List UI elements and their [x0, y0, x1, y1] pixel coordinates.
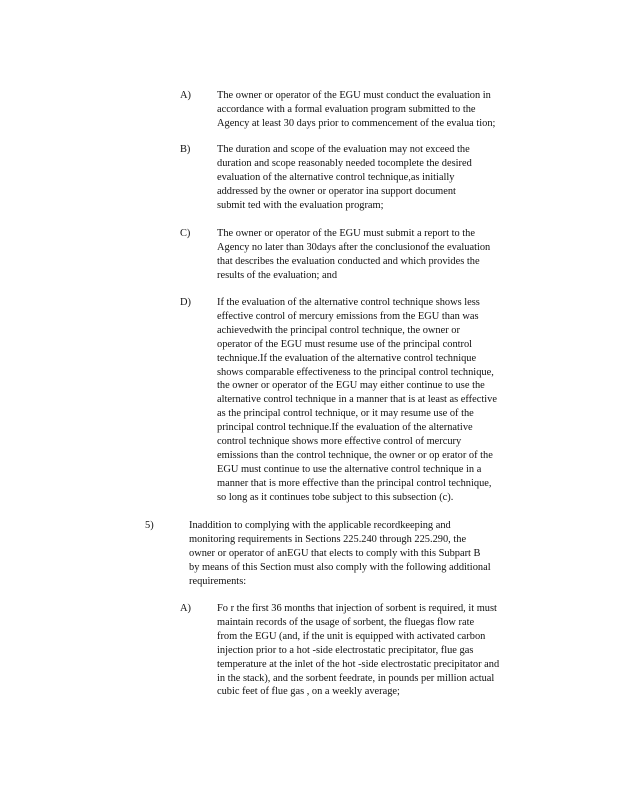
- text-line: as the principal control technique, or it may resume use of the: [217, 408, 474, 420]
- text-line: duration and scope reasonably needed tocomplete the desired: [217, 157, 472, 169]
- text-line: The owner or operator of the EGU must conduct the evaluation in: [217, 90, 491, 101]
- text-line: technique.If the evaluation of the alternative control technique: [217, 352, 477, 364]
- text-line: requirements:: [189, 575, 247, 587]
- text-line: shows comparable effectiveness to the principal control technique,: [217, 366, 494, 378]
- text-line: injection prior to a hot -side electrostatic precipitator, flue gas: [217, 644, 474, 656]
- item-label: A): [180, 90, 191, 101]
- text-line: Agency no later than 30days after the conclusionof the evaluation: [217, 241, 491, 253]
- text-line: manner that is more effective than the principal control technique,: [217, 477, 492, 489]
- item-text: [189, 519, 535, 589]
- text-line: alternative control technique in a manner that is at least as effective: [217, 394, 497, 406]
- text-line: temperature at the inlet of the hot -side electrostatic precipitator and: [217, 658, 500, 670]
- text-line: accordance with a formal evaluation program submitted to the: [217, 103, 476, 115]
- text-line: monitoring requirements in Sections 225.240 through 225.290, the: [189, 533, 467, 545]
- text-line: addressed by the owner or operator ina support document: [217, 185, 456, 197]
- text-line: control technique shows more effective control of mercury: [217, 436, 462, 448]
- text-line: evaluation of the alternative control technique,as initially: [217, 171, 455, 183]
- text-line: The duration and scope of the evaluation may not exceed the: [217, 144, 470, 155]
- item-text: [217, 89, 535, 131]
- text-line: maintain records of the usage of sorbent, the fluegas flow rate: [217, 616, 475, 628]
- item-label: B): [180, 144, 191, 155]
- text-line: so long as it continues tobe subject to this subsection (c).: [217, 491, 454, 503]
- item-text: [217, 296, 535, 505]
- text-line: results of the evaluation; and: [217, 269, 338, 281]
- text-line: Fo r the first 36 months that injection of sorbent is required, it must: [217, 603, 497, 614]
- text-line: that describes the evaluation conducted and which provides the: [217, 255, 480, 267]
- item-label: D): [180, 297, 191, 308]
- text-line: operator of the EGU must resume use of the principal control: [217, 338, 473, 350]
- item-label: C): [180, 228, 191, 239]
- text-line: principal control technique.If the evaluation of the alternative: [217, 422, 473, 434]
- item-text: [217, 602, 535, 699]
- text-line: Inaddition to complying with the applicable recordkeeping and: [189, 520, 451, 531]
- item-text: [217, 143, 535, 213]
- item-label: A): [180, 603, 191, 614]
- text-line: by means of this Section must also comply with the following additional: [189, 561, 491, 573]
- text-line: owner or operator of anEGU that elects to comply with this Subpart B: [189, 547, 481, 559]
- text-line: If the evaluation of the alternative control technique shows less: [217, 297, 480, 308]
- text-line: Agency at least 30 days prior to commencement of the evalua tion;: [217, 117, 496, 129]
- text-line: EGU must continue to use the alternative control technique in a: [217, 463, 482, 475]
- text-line: from the EGU (and, if the unit is equipped with activated carbon: [217, 630, 486, 642]
- text-line: the owner or operator of the EGU may either continue to use the: [217, 380, 485, 392]
- text-line: cubic feet of flue gas , on a weekly average;: [217, 686, 400, 698]
- text-line: effective control of mercury emissions from the EGU than was: [217, 310, 479, 322]
- text-line: The owner or operator of the EGU must submit a report to the: [217, 228, 475, 239]
- item-label: 5): [145, 520, 154, 531]
- item-text: [217, 227, 535, 283]
- text-line: submit ted with the evaluation program;: [217, 199, 384, 211]
- text-line: emissions than the control technique, the owner or op erator of the: [217, 449, 493, 461]
- text-line: in the stack), and the sorbent feedrate, in pounds per million actual: [217, 672, 495, 684]
- text-line: achievedwith the principal control technique, the owner or: [217, 324, 460, 336]
